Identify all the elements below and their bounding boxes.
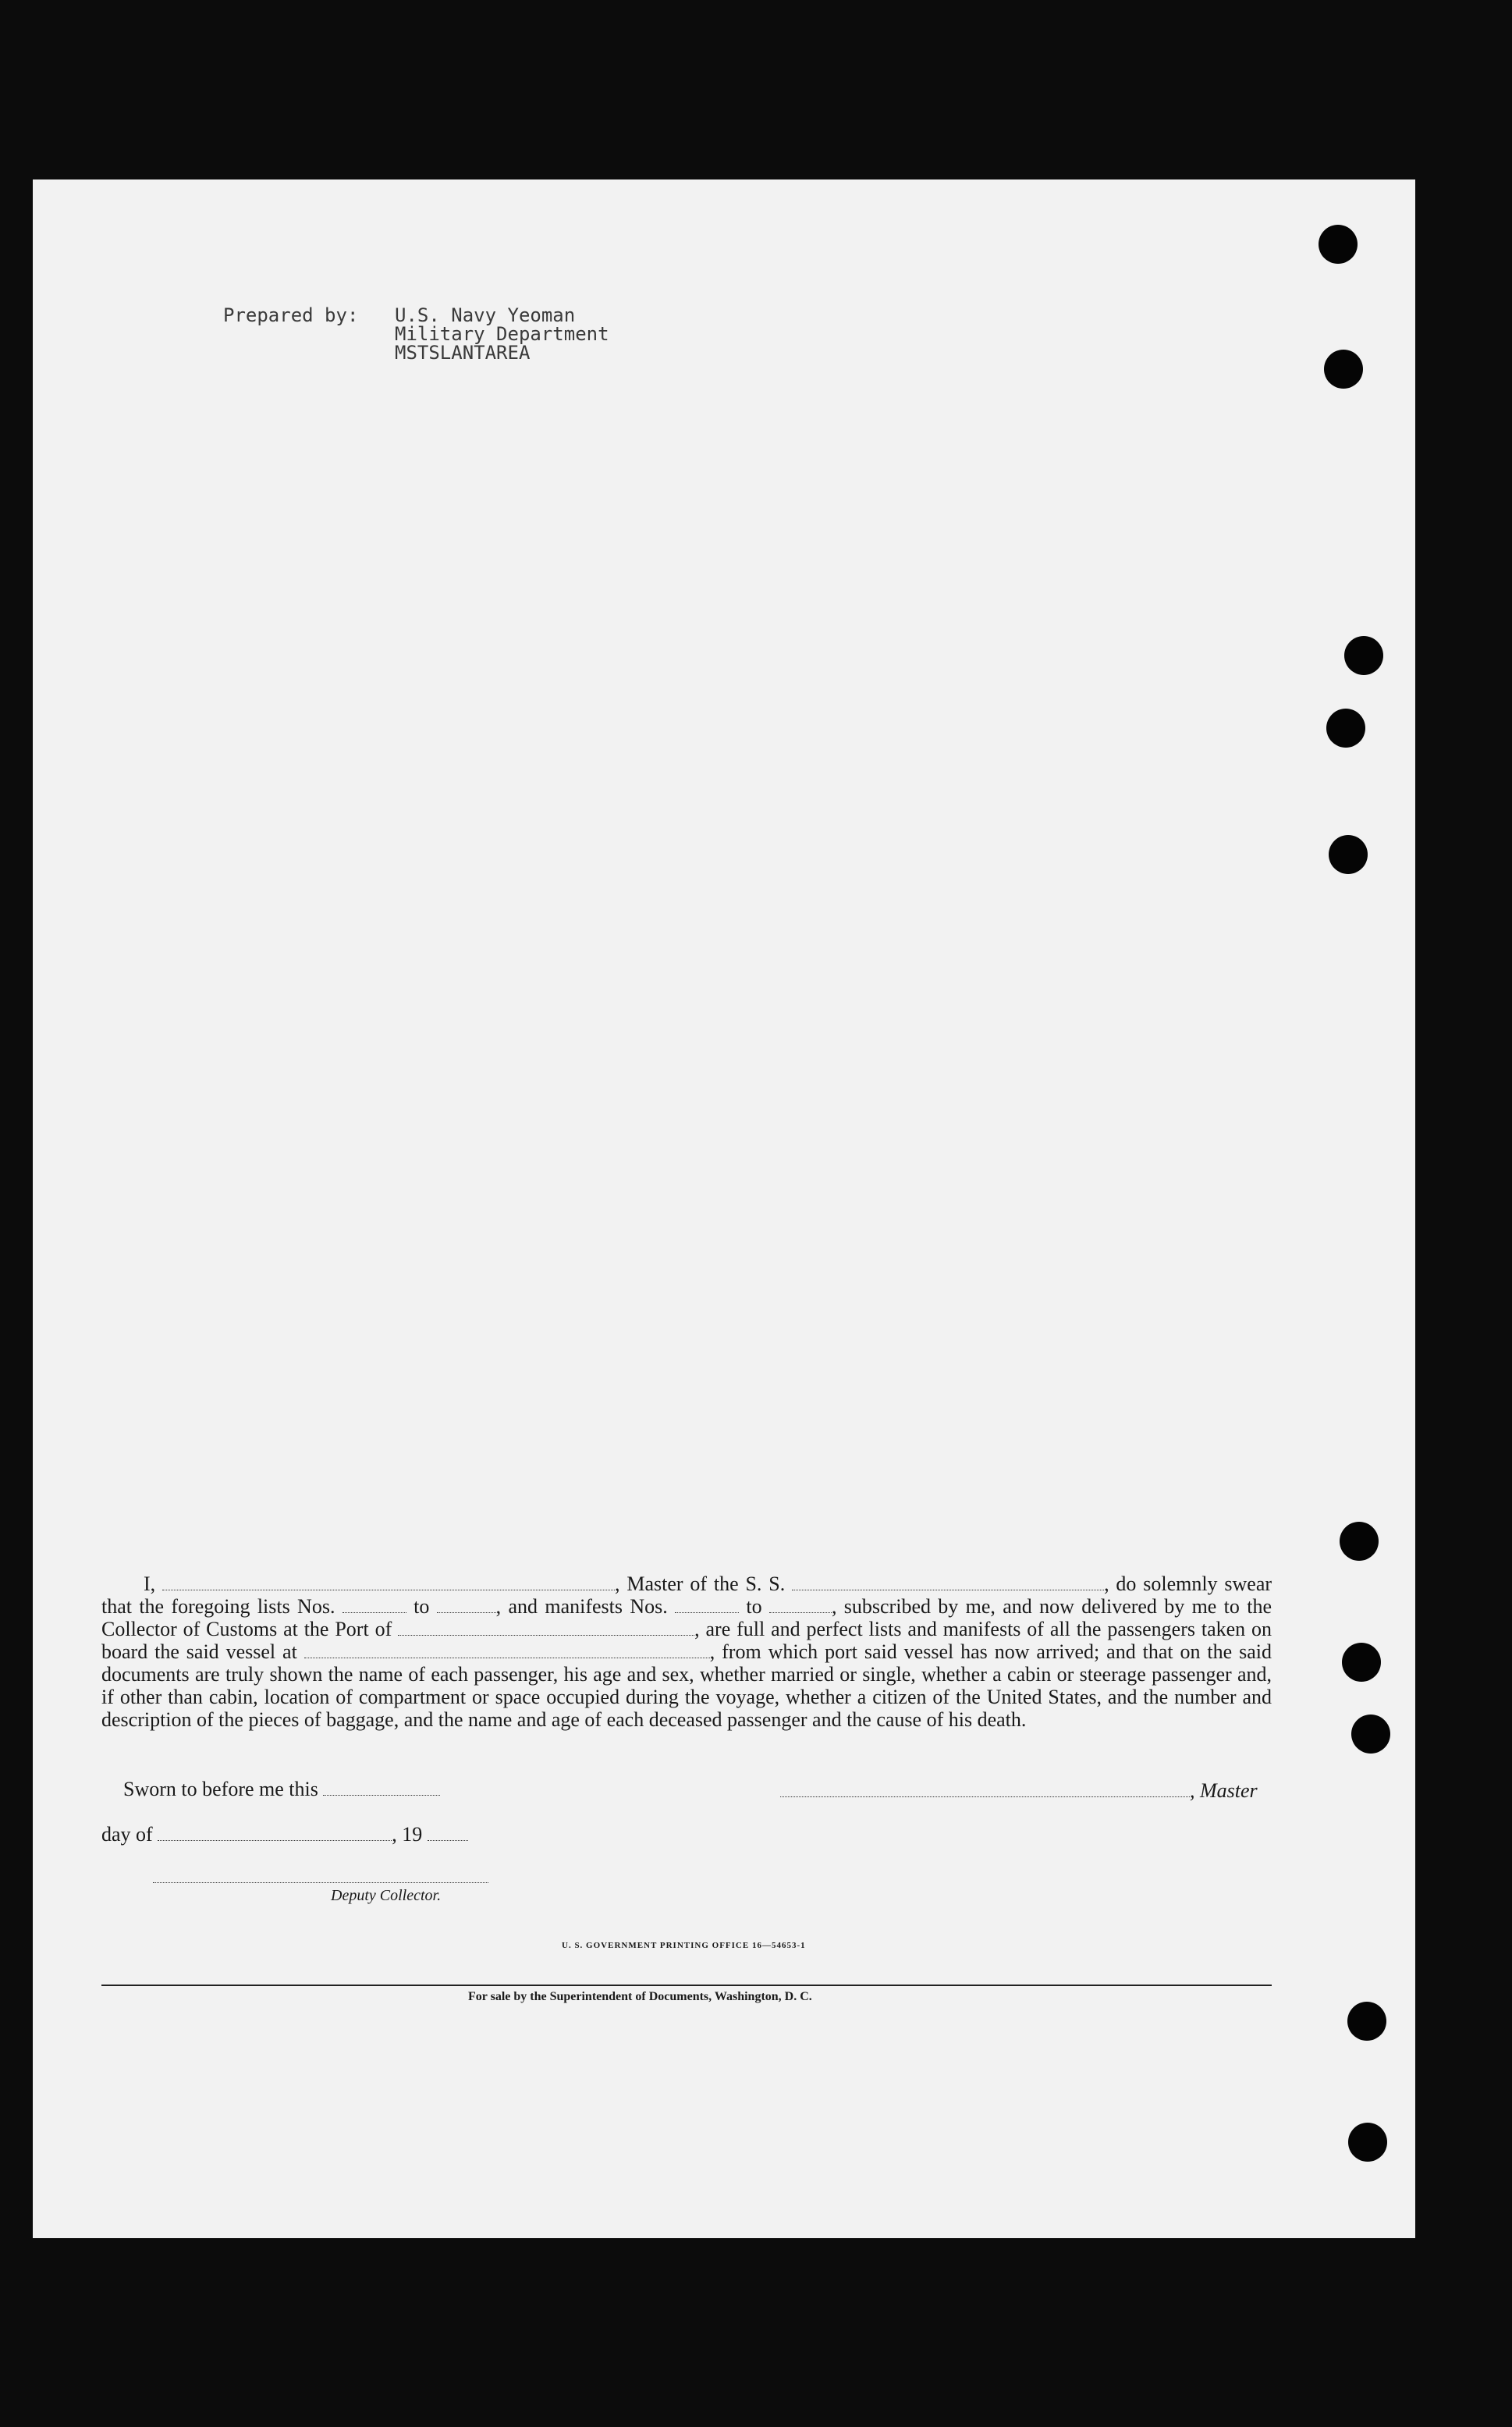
- port-of-departure-field[interactable]: [304, 1643, 710, 1658]
- oath-full-perfect: , are full and perfect lists and: [694, 1618, 937, 1640]
- master-name-field[interactable]: [162, 1576, 615, 1590]
- list-from-field[interactable]: [343, 1598, 406, 1613]
- binder-hole: [1326, 709, 1365, 748]
- binder-hole: [1344, 636, 1383, 675]
- list-to-field[interactable]: [437, 1598, 496, 1613]
- oath-paragraph: [101, 1572, 1272, 1731]
- sworn-line: [123, 1778, 440, 1801]
- oath-and-manifests: , and manifests Nos.: [495, 1595, 668, 1618]
- day-of-field[interactable]: [158, 1826, 392, 1841]
- master-label: , Master: [1190, 1779, 1258, 1802]
- binder-hole: [1347, 2002, 1386, 2041]
- prepared-line-3: MSTSLANTAREA: [395, 342, 531, 364]
- oath-to-1: to: [413, 1595, 430, 1618]
- gpo-imprint: U. S. GOVERNMENT PRINTING OFFICE 16—54653-1: [562, 1941, 806, 1950]
- master-signature-line: [780, 1779, 1258, 1803]
- deputy-signature-field[interactable]: [153, 1868, 488, 1883]
- prepared-by-label: Prepared by:: [223, 304, 359, 326]
- sworn-date-field[interactable]: [323, 1781, 440, 1796]
- deputy-signature-line: [153, 1865, 488, 1889]
- master-signature-field[interactable]: [780, 1782, 1190, 1797]
- manifest-to-field[interactable]: [769, 1598, 832, 1613]
- oath-swear: swear that the foregoing lists Nos.: [101, 1572, 1272, 1618]
- port-of-arrival-field[interactable]: [398, 1621, 694, 1636]
- year-field[interactable]: [428, 1826, 468, 1841]
- binder-hole: [1329, 835, 1368, 874]
- oath-do-solemnly: , do solemnly: [1104, 1572, 1218, 1595]
- oath-master-of: , Master of the S. S.: [615, 1572, 786, 1595]
- binder-hole: [1319, 225, 1358, 264]
- oath-subscribed: , subscribed by me, and now: [831, 1595, 1074, 1618]
- prepared-line-1: U.S. Navy Yeoman: [395, 304, 576, 326]
- oath-delivered: delivered by me to the Collector of Customs at the Port of: [101, 1595, 1272, 1640]
- deputy-collector-label: Deputy Collector.: [331, 1887, 442, 1904]
- year-label: , 19: [392, 1823, 423, 1846]
- day-of-line: [101, 1823, 468, 1846]
- prepared-line-2: Military Department: [395, 323, 609, 345]
- binder-hole: [1348, 2123, 1387, 2162]
- manifest-from-field[interactable]: [675, 1598, 739, 1613]
- oath-manifests-of: manifests of all the passengers taken on board the said vessel at: [101, 1618, 1272, 1663]
- oath-i: I,: [144, 1572, 156, 1595]
- form-page: [33, 179, 1415, 2238]
- binder-hole: [1324, 350, 1363, 389]
- oath-rest: port said vessel has now arrived; and that on the said documents are truly shown the name of each passenger, his age and sex, whether married or single, whether a cabin or steerage passenger and, if other than cabin, location of compartment or space occupied during the voyage, whether a citizen of the United States, and the number and description of the pieces of baggage, and the name and age of each deceased passenger and the cause of his death.: [101, 1640, 1272, 1731]
- vessel-name-field[interactable]: [792, 1576, 1104, 1590]
- oath-from-which: , from which: [709, 1640, 818, 1663]
- binder-hole: [1340, 1522, 1379, 1561]
- binder-hole: [1342, 1643, 1381, 1682]
- day-of-label: day of: [101, 1823, 153, 1846]
- oath-to-2: to: [746, 1595, 762, 1618]
- binder-hole: [1351, 1715, 1390, 1754]
- bottom-rule: [101, 1985, 1272, 1986]
- sworn-label: Sworn to before me this: [123, 1778, 318, 1800]
- for-sale-note: For sale by the Superintendent of Documents, Washington, D. C.: [468, 1990, 812, 2003]
